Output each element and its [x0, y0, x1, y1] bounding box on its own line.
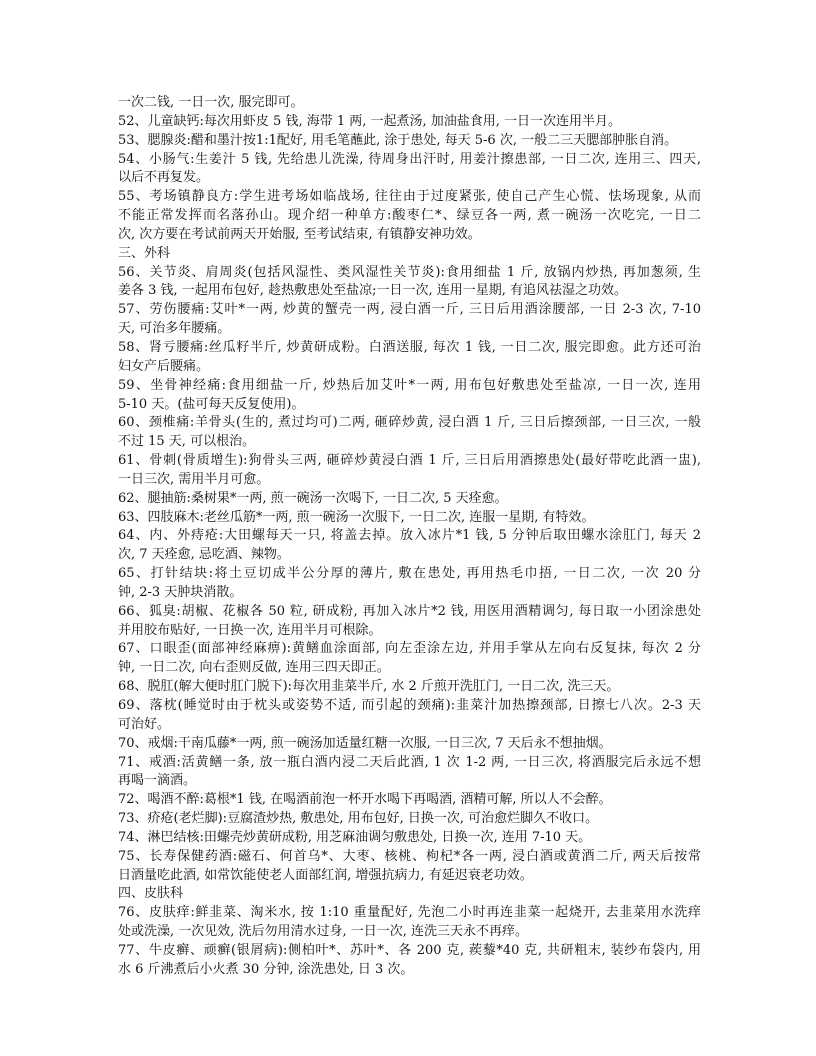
- paragraph: [118, 113, 701, 132]
- paragraph: [118, 414, 701, 452]
- paragraph: [118, 452, 701, 490]
- text-line: 钟, 2-3 天肿块消散。: [118, 584, 243, 600]
- text-line: 71、戒酒:活黄鳝一条, 放一瓶白酒内浸二天后此酒, 1 次 1-2 两, 一日三次, 将酒服完后永远不想: [118, 754, 701, 770]
- text-line: 天, 可治多年腰痛。: [118, 321, 231, 337]
- paragraph: [118, 151, 701, 189]
- paragraph: [118, 791, 701, 810]
- paragraph: [118, 942, 701, 980]
- paragraph: [118, 188, 701, 245]
- text-line: 四、皮肤科: [118, 886, 184, 902]
- text-line: 66、狐臭:胡椒、花椒各 50 粒, 研成粉, 再加入冰片*2 钱, 用医用酒精调匀, 每日取一小团涂患处: [118, 603, 701, 619]
- paragraph: [118, 527, 701, 565]
- paragraph: [118, 678, 701, 697]
- paragraph: [118, 754, 701, 792]
- paragraph: [118, 94, 701, 113]
- text-line: 76、皮肤痒:鲜韭菜、淘米水, 按 1:10 重量配好, 先泡二小时再连韭菜一起烧开, 去韭菜用水洗痒: [118, 905, 701, 921]
- text-line: 妇女产后腰痛。: [118, 358, 210, 374]
- text-line: 水 6 斤沸煮后小火煮 30 分钟, 涂洗患处, 日 3 次。: [118, 961, 414, 977]
- text-line: 58、肾亏腰痛:丝瓜籽半斤, 炒黄研成粉。白酒送服, 每次 1 钱, 一日二次, 服完即愈。此方还可治: [118, 339, 701, 355]
- text-line: 并用胶布贴好, 一日换一次, 连用半月可根除。: [118, 622, 382, 638]
- text-line: 5-10 天。(盐可每天反复使用)。: [118, 396, 305, 412]
- text-line: 61、骨刺(骨质增生):狗骨头三两, 砸碎炒黄浸白酒 1 斤, 三日后用酒擦患处(最好带吃此酒一盅),: [118, 453, 701, 469]
- text-line: 68、脱肛(解大便时肛门脱下):每次用韭菜半斤, 水 2 斤煎开洗肛门, 一日二次, 洗三天。: [118, 679, 620, 695]
- text-line: 62、腿抽筋:桑树果*一两, 煎一碗汤一次喝下, 一日二次, 5 天痊愈。: [118, 490, 508, 506]
- text-line: 70、戒烟:干南瓜藤*一两, 煎一碗汤加适量红糖一次服, 一日三次, 7 天后永不想抽烟。: [118, 735, 612, 751]
- text-line: 67、口眼歪(面部神经麻痹):黄鳝血涂面部, 向左歪涂左边, 并用手掌从左向右反复抹, 每次 2 分: [118, 641, 701, 657]
- paragraph: [118, 377, 701, 415]
- paragraph: [118, 565, 701, 603]
- text-line: 63、四肢麻木:老丝瓜筋*一两, 煎一碗汤一次服下, 一日二次, 连服一星期, 有特效。: [118, 509, 595, 525]
- text-line: 73、疥疮(老烂脚):豆腐渣炒热, 敷患处, 用布包好, 日换一次, 可治愈烂脚久不收口。: [118, 811, 599, 827]
- text-line: 60、颈椎痛:羊骨头(生的, 煮过均可)二两, 砸碎炒黄, 浸白酒 1 斤, 三日后擦颈部, 一日三次, 一般: [118, 415, 701, 431]
- text-line: 钟, 一日二次, 向右歪则反做, 连用三四天即正。: [118, 660, 390, 676]
- text-line: 次, 7 天痊愈, 忌吃酒、辣物。: [118, 547, 290, 563]
- text-line: 75、长寿保健药酒:磁石、何首乌*、大枣、核桃、枸杞*各一两, 浸白酒或黄酒二斤, 两天后按常: [118, 848, 701, 864]
- text-line: 一次二钱, 一日一次, 服完即可。: [118, 95, 304, 110]
- text-line: 不过 15 天, 可以根治。: [118, 434, 256, 450]
- text-line: 以后不再复发。: [118, 170, 210, 186]
- paragraph: [118, 264, 701, 302]
- text-line: 再喝一滴酒。: [118, 773, 197, 789]
- paragraph: [118, 810, 701, 829]
- text-line: 59、坐骨神经痛:食用细盐一斤, 炒热后加艾叶*一两, 用布包好敷患处至盐凉, 一日一次, 连用: [118, 377, 701, 393]
- text-line: 52、儿童缺钙:每次用虾皮 5 钱, 海带 1 两, 一起煮汤, 加油盐食用, 一日一次连用半月。: [118, 113, 622, 129]
- paragraph: [118, 603, 701, 641]
- text-line: 处或洗澡, 一次见效, 洗后勿用清水过身, 一日一次, 连洗三天永不再痒。: [118, 924, 529, 940]
- paragraph: [118, 339, 701, 377]
- paragraph: [118, 132, 701, 151]
- text-line: 72、喝酒不醉:葛根*1 钱, 在喝酒前泡一杯开水喝下再喝酒, 酒精可解, 所以人不会醉。: [118, 792, 612, 808]
- text-line: 55、考场镇静良方:学生进考场如临战场, 往往由于过度紧张, 使自己产生心慌、怯场现象, 从而: [118, 189, 701, 205]
- paragraph: [118, 245, 701, 264]
- text-line: 姜各 3 钱, 一起用布包好, 趁热敷患处至盐凉;一日一次, 连用一星期, 有追风祛湿之功效。: [118, 283, 627, 299]
- paragraph: [118, 829, 701, 848]
- paragraph: [118, 509, 701, 528]
- text-line: 可治好。: [118, 716, 171, 732]
- text-line: 57、劳伤腰痛:艾叶*一两, 炒黄的蟹壳一两, 浸白酒一斤, 三日后用酒涂腰部, 一日 2-3 次, 7-10: [118, 302, 701, 318]
- text-line: 日酒量吃此酒, 如常饮能使老人面部红润, 增强抗病力, 有延迟衰老功效。: [118, 867, 533, 883]
- text-line: 53、腮腺炎:醋和墨汁按1:1配好, 用毛笔蘸此, 涂于患处, 每天 5-6 次, 一般二三天腮部肿胀自消。: [118, 132, 678, 148]
- paragraph: [118, 735, 701, 754]
- text-line: 一日三次, 需用半月可愈。: [118, 471, 270, 487]
- paragraph: [118, 848, 701, 886]
- paragraph: [118, 301, 701, 339]
- document-page: [118, 94, 701, 980]
- paragraph: [118, 490, 701, 509]
- text-line: 三、外科: [118, 245, 171, 261]
- paragraph: [118, 904, 701, 942]
- text-line: 64、内、外痔疮:大田螺每天一只, 将盖去掉。放入冰片*1 钱, 5 分钟后取田螺水涂肛门, 每天 2: [118, 528, 701, 544]
- paragraph: [118, 885, 701, 904]
- text-line: 65、打针结块:将土豆切成半公分厚的薄片, 敷在患处, 再用热毛巾捂, 一日二次, 一次 20 分: [118, 566, 701, 582]
- text-line: 74、淋巴结核:田螺壳炒黄研成粉, 用芝麻油调匀敷患处, 日换一次, 连用 7-10 天。: [118, 829, 592, 845]
- text-line: 69、落枕(睡觉时由于枕头或姿势不适, 而引起的颈痛):韭菜汁加热擦颈部, 日擦七八次。2-3 天: [118, 698, 701, 713]
- paragraph: [118, 640, 701, 678]
- paragraph: [118, 697, 701, 735]
- text-line: 54、小肠气:生姜汁 5 钱, 先给患儿洗澡, 待周身出汗时, 用姜汁擦患部, 一日二次, 连用三、四天,: [118, 151, 701, 167]
- text-line: 不能正常发挥而名落孙山。现介绍一种单方:酸枣仁*、绿豆各一两, 煮一碗汤一次吃完, 一日二: [118, 208, 701, 224]
- text-line: 56、关节炎、肩周炎(包括风湿性、类风湿性关节炎):食用细盐 1 斤, 放锅内炒热, 再加葱须, 生: [118, 264, 701, 280]
- text-line: 77、牛皮癣、顽癣(银屑病):侧柏叶*、苏叶*、各 200 克, 蒺藜*40 克, 共研粗末, 装纱布袋内, 用: [118, 942, 701, 958]
- text-line: 次, 次方要在考试前两天开始服, 至考试结束, 有镇静安神功效。: [118, 226, 481, 242]
